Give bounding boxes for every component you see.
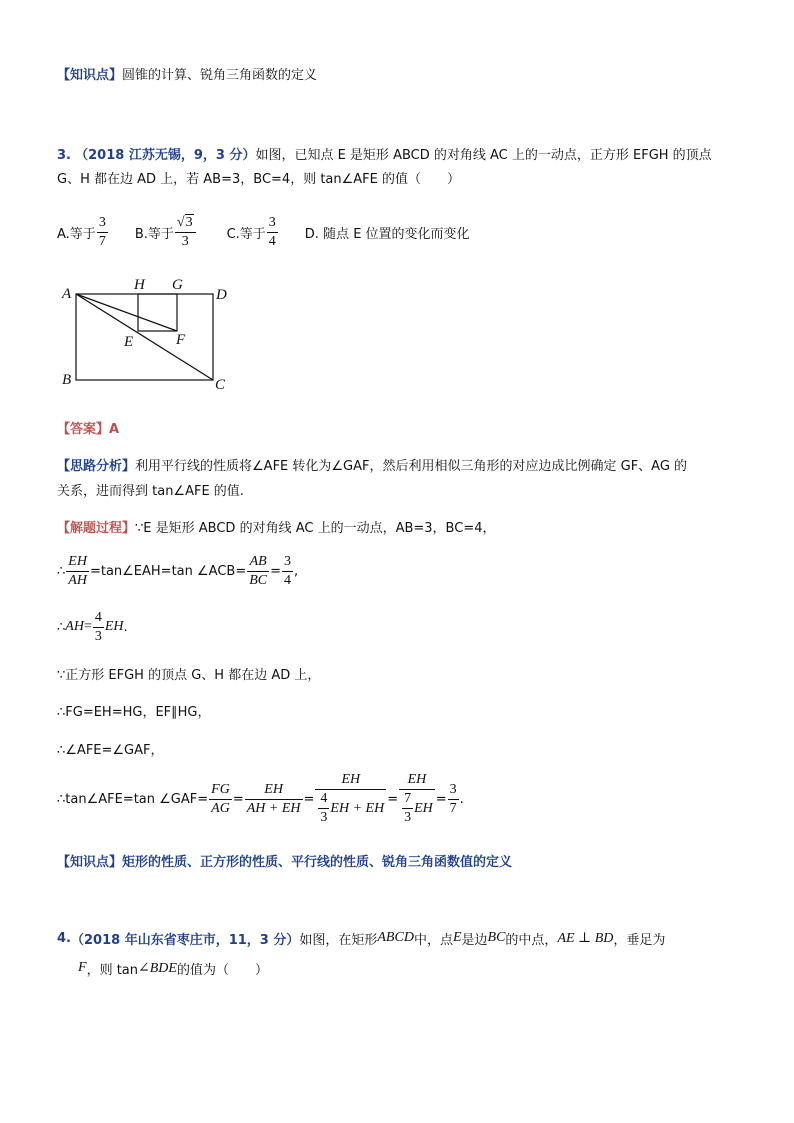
knowledge-point-1 (57, 64, 317, 83)
option-a-fraction: $\frac{3}{7}$ (98, 214, 106, 249)
fraction-complex-1: EH $\frac{4}{3}$ EH + EH (315, 772, 386, 826)
label-g: G (172, 277, 183, 293)
label-a: A (62, 286, 72, 302)
fraction-3-4: $\frac{3}{4}$ (284, 553, 292, 588)
fraction-complex-2: EH $\frac{7}{3}$ EH (399, 772, 435, 826)
label-h: H (134, 277, 145, 293)
label-e: E (124, 334, 134, 350)
solution-line-2: ∴ $\frac{EH}{AH}$ =tan∠EAH=tan ∠ACB= $\frac{AB}{BC}$ = $\frac{3}{4}$ , (57, 553, 299, 588)
question-3-line-2 (57, 168, 460, 187)
square-efgh (138, 294, 177, 331)
answer-tag: 【答案】 (57, 422, 110, 437)
option-d-label: D. 随点 E 位置的变化而变化 (304, 226, 470, 242)
question-4-line-2: F ，则 tan ∠BDE 的值为（ ） (78, 960, 268, 978)
diagonal-ac (76, 294, 213, 380)
question-text-continued: G、H 都在边 AD 上，若 AB=3，BC=4，则 tan∠AFE 的值（ ） (57, 172, 460, 187)
geometry-figure (55, 272, 245, 397)
solution-tag: 【解题过程】 (57, 521, 136, 536)
fraction-eh-ah: $\frac{EH}{AH}$ (68, 553, 87, 588)
label-b: B (62, 372, 72, 388)
solution-text: ∵E 是矩形 ABCD 的对角线 AC 上的一动点，AB=3，BC=4， (135, 521, 496, 536)
knowledge-point-tag: 【知识点】 (57, 68, 123, 83)
fraction-eh-ah-plus-eh: $\frac{EH}{AH + EH}$ (246, 781, 301, 816)
answer-line (57, 418, 119, 437)
analysis-line-2 (57, 480, 244, 499)
label-f: F (176, 332, 186, 348)
question-number: 3. (57, 148, 71, 163)
analysis-tag: 【思路分析】 (57, 459, 136, 474)
option-b-label: B.等于 (134, 226, 174, 242)
fraction-4-3: $\frac{4}{3}$ (94, 609, 102, 644)
label-d: D (216, 287, 227, 303)
fraction-fg-ag: $\frac{FG}{AG}$ (211, 781, 230, 816)
analysis-text-continued: 关系，进而得到 tan∠AFE 的值. (57, 484, 244, 499)
knowledge-point-tag: 【知识点】 (57, 855, 123, 870)
option-c-fraction: $\frac{3}{4}$ (268, 214, 276, 249)
option-c-label: C.等于 (226, 226, 266, 242)
question-4-line-1: 4. （2018 年山东省枣庄市，11，3 分） 如图，在矩形 ABCD 中，点 E 是边 BC 的中点， AE ⊥ BD ，垂足为 (57, 930, 666, 948)
solution-line-6: ∴∠AFE=∠GAF， (57, 743, 164, 758)
option-a-label: A.等于 (57, 226, 96, 242)
solution-line-1 (57, 517, 495, 536)
knowledge-point-text: 矩形的性质、正方形的性质、平行线的性质、锐角三角函数值的定义 (122, 855, 513, 870)
solution-line-4: ∵正方形 EFGH 的顶点 G、H 都在边 AD 上， (57, 668, 321, 683)
analysis-line-1 (57, 455, 687, 474)
solution-line-7: ∴tan∠AFE=tan ∠GAF= $\frac{FG}{AG}$ = $\frac{EH}{AH + EH}$ = EH $\frac{4}{3}$ EH + EH = EH $\frac{7}{3}$ EH = $\frac{3}{7}$ . (57, 772, 464, 825)
solution-line-5: ∴FG=EH=HG，EF∥HG， (57, 705, 211, 720)
fraction-ab-bc: $\frac{AB}{BC}$ (249, 553, 268, 588)
question-source: （2018 江苏无锡，9，3 分） (75, 148, 256, 163)
knowledge-point-2 (57, 851, 512, 870)
question-number: 4. (57, 930, 71, 946)
answer-value: A (109, 422, 120, 437)
option-b-fraction: $\frac{√3}{3}$ (175, 215, 196, 250)
question-text: 如图，已知点 E 是矩形 ABCD 的对角线 AC 上的一动点，正方形 EFGH 的顶点 (255, 148, 712, 163)
question-source: （2018 年山东省枣庄市，11，3 分） (70, 932, 300, 948)
analysis-text: 利用平行线的性质将∠AFE 转化为∠GAF，然后利用相似三角形的对应边成比例确定 GF、AG 的 (135, 459, 688, 474)
question-3-options (57, 212, 470, 252)
knowledge-point-text: 圆锥的计算、锐角三角函数的定义 (122, 68, 318, 83)
question-3-line-1 (57, 144, 712, 163)
fraction-3-7: $\frac{3}{7}$ (449, 781, 457, 816)
label-c: C (215, 377, 226, 393)
solution-line-3: ∴ AH = $\frac{4}{3}$ EH . (57, 609, 128, 644)
